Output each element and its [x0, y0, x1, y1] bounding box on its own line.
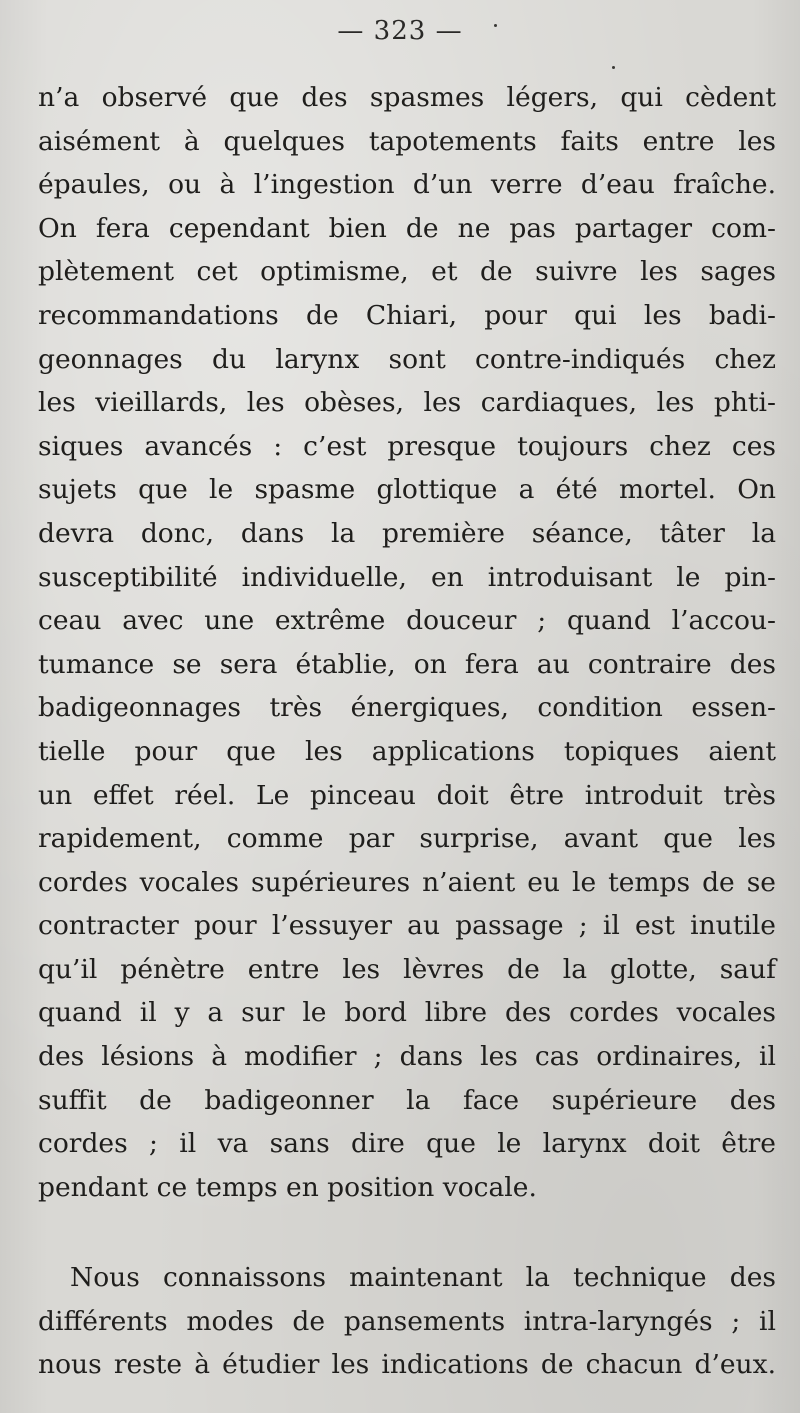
text-line: des lésions à modifier ; dans les cas ordinaires, il — [38, 1041, 776, 1073]
text-line: aisément à quelques tapotements faits entre les — [38, 125, 776, 157]
paper-speck — [612, 66, 615, 69]
text-line: contracter pour l’essuyer au passage ; il est inutile — [38, 910, 776, 942]
text-line: siques avancés : c’est presque toujours chez ces — [38, 430, 776, 462]
text-line: plètement cet optimisme, et de suivre les sages — [38, 256, 776, 288]
paragraph-2 — [38, 1256, 776, 1387]
text-line: différents modes de pansements intra-laryngés ; il — [38, 1305, 776, 1337]
text-line: tielle pour que les applications topiques aient — [38, 735, 776, 767]
text-line: susceptibilité individuelle, en introduisant le pin- — [38, 561, 776, 593]
text-line: recommandations de Chiari, pour qui les badi- — [38, 299, 776, 331]
paragraph-1 — [38, 76, 776, 1209]
text-line: nous reste à étudier les indications de chacun d’eux. — [38, 1349, 776, 1381]
text-line: rapidement, comme par surprise, avant que les — [38, 823, 776, 855]
text-line: pendant ce temps en position vocale. — [38, 1171, 537, 1203]
text-line: épaules, ou à l’ingestion d’un verre d’eau fraîche. — [38, 169, 776, 201]
text-line: qu’il pénètre entre les lèvres de la glotte, sauf — [38, 953, 776, 985]
text-line: ceau avec une extrême douceur ; quand l’accou- — [38, 605, 776, 637]
text-line: geonnages du larynx sont contre-indiqués chez — [38, 343, 776, 375]
text-line: n’a observé que des spasmes légers, qui cèdent — [38, 82, 776, 113]
text-line: Nous connaissons maintenant la technique des — [70, 1262, 776, 1293]
paper-speck — [494, 24, 497, 27]
text-line: cordes ; il va sans dire que le larynx doit être — [38, 1128, 776, 1160]
text-line: On fera cependant bien de ne pas partager com- — [38, 212, 776, 244]
text-line: tumance se sera établie, on fera au contraire des — [38, 648, 776, 680]
text-line: devra donc, dans la première séance, tâter la — [38, 517, 776, 549]
text-line: suffit de badigeonner la face supérieure des — [38, 1084, 776, 1116]
text-line: badigeonnages très énergiques, condition essen- — [38, 692, 776, 724]
text-line: quand il y a sur le bord libre des cordes vocales — [38, 997, 776, 1029]
page-number: — 323 — — [337, 16, 463, 46]
text-line: cordes vocales supérieures n’aient eu le temps de se — [38, 866, 776, 898]
text-line: sujets que le spasme glottique a été mortel. On — [38, 474, 776, 506]
text-line: un effet réel. Le pinceau doit être introduit très — [38, 779, 776, 811]
text-line: les vieillards, les obèses, les cardiaques, les phti- — [38, 387, 776, 419]
